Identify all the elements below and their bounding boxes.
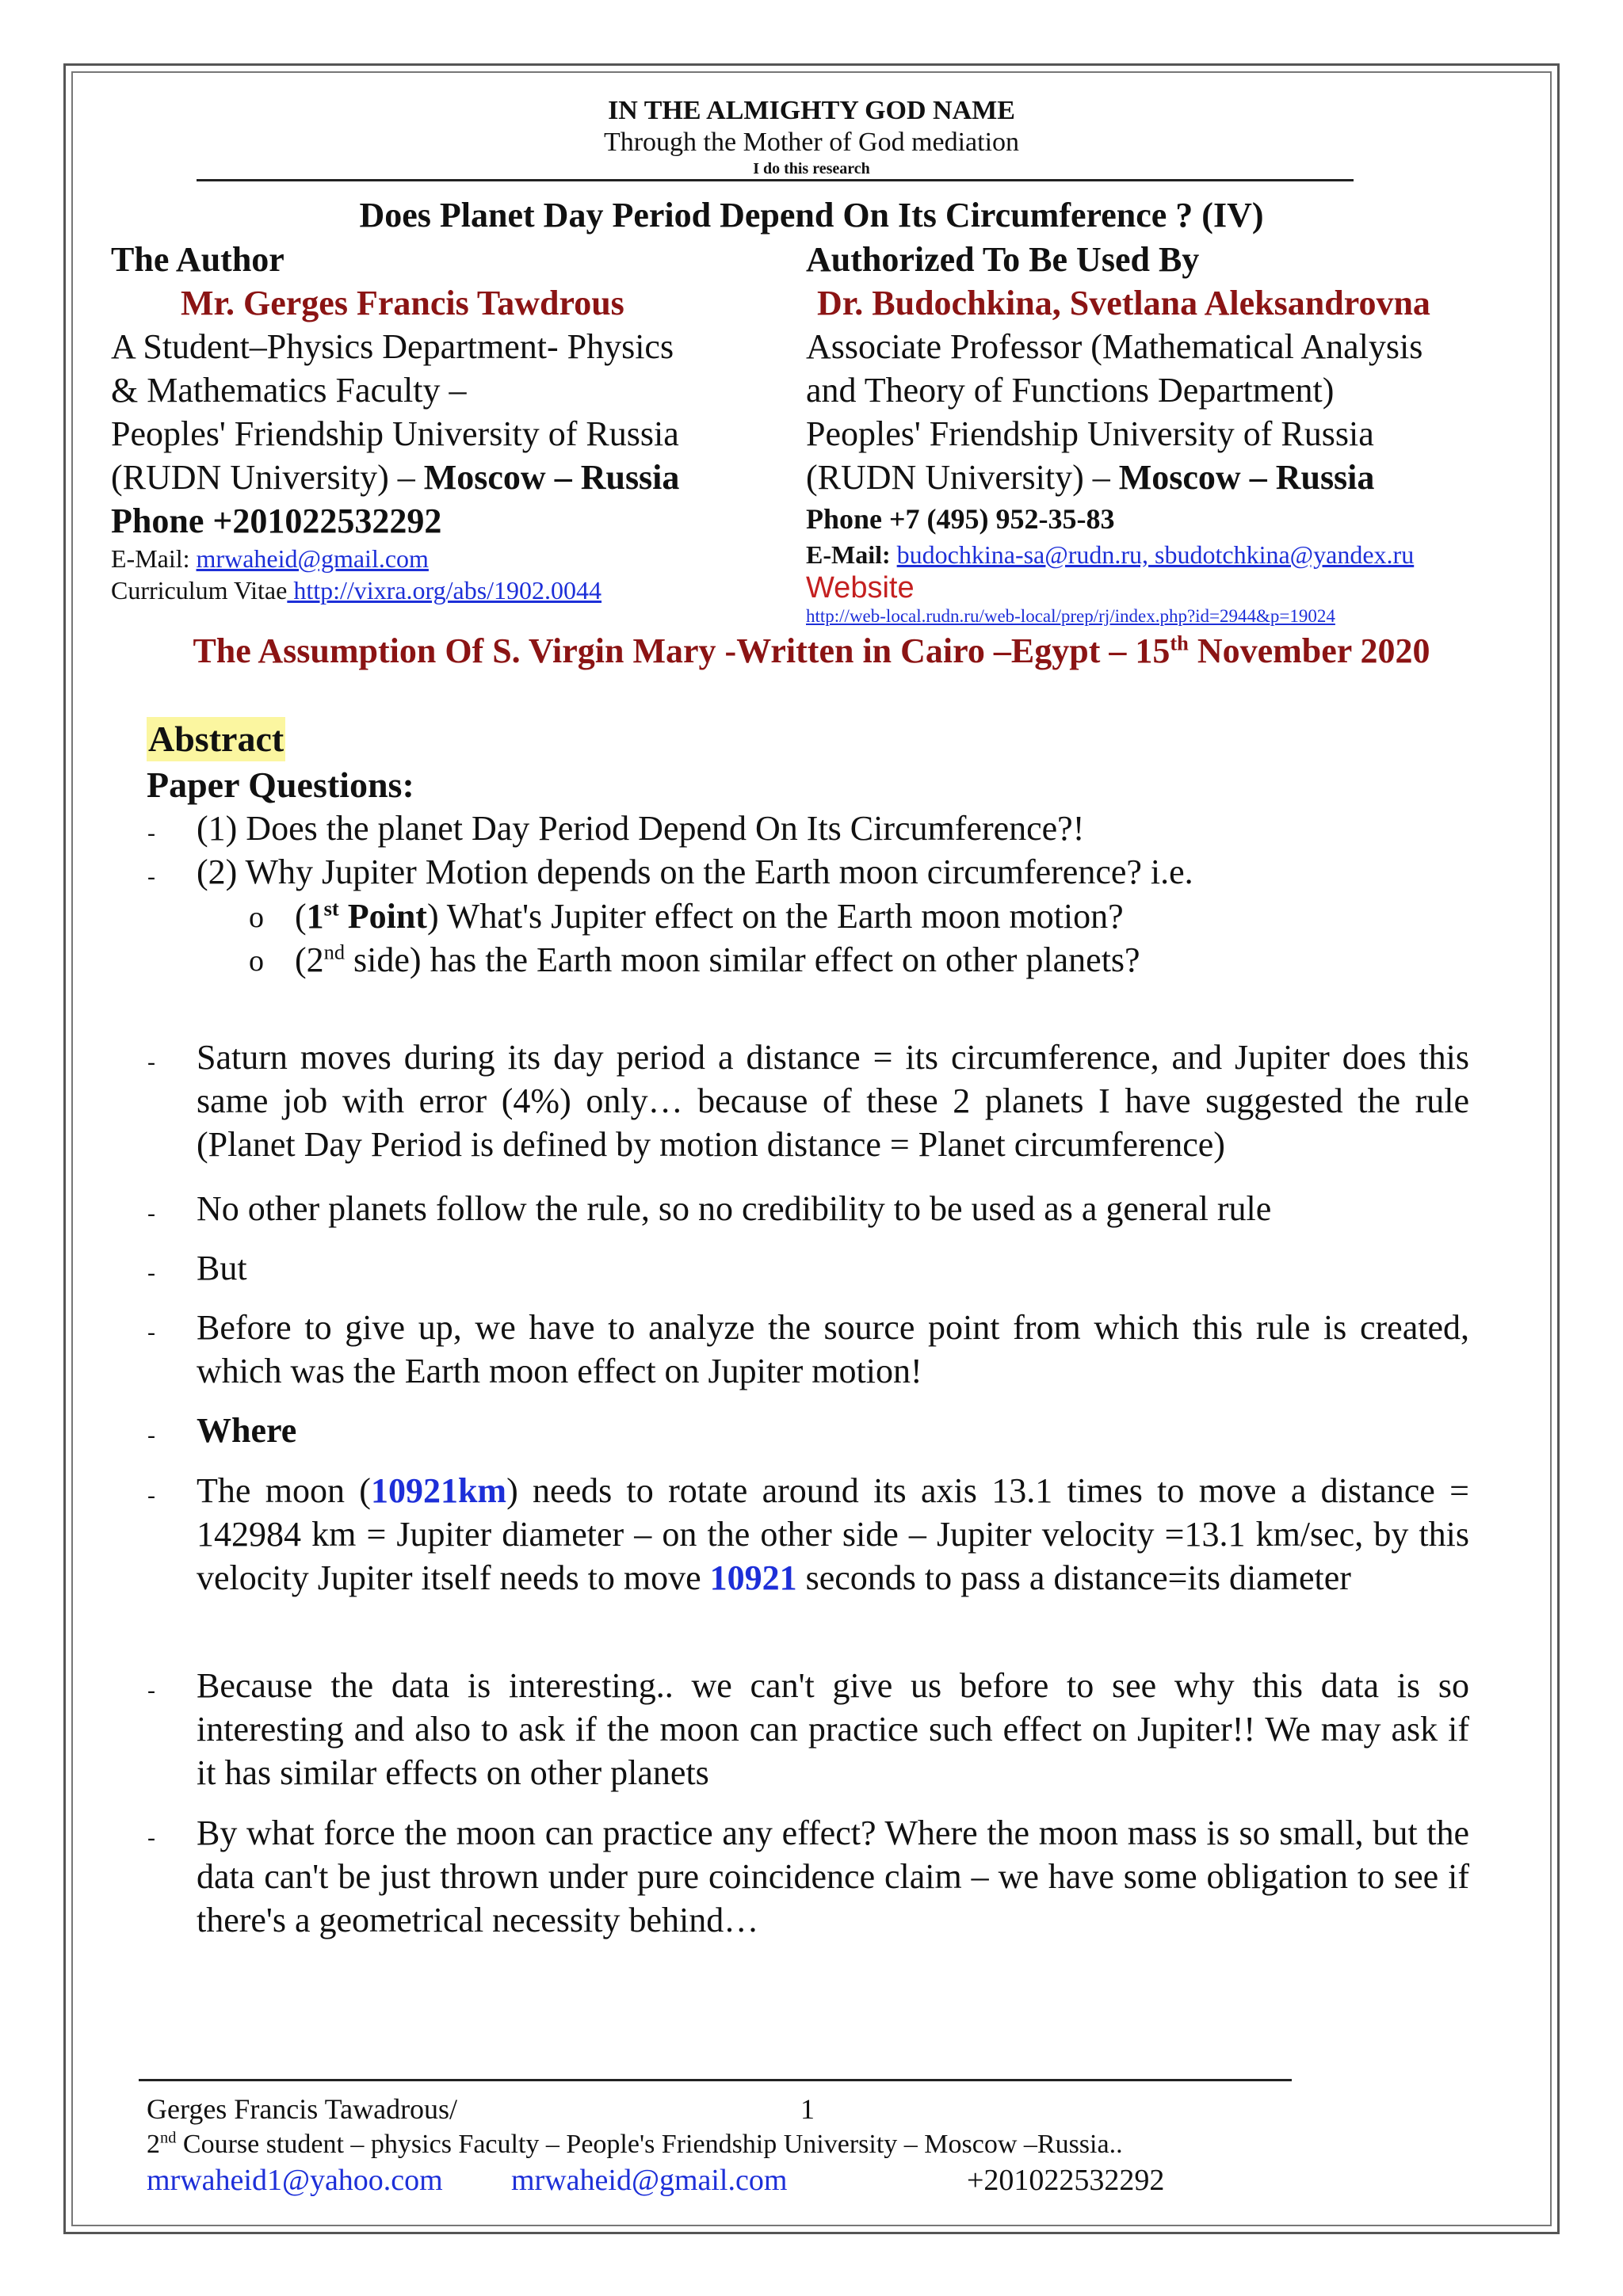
paragraph-7-text: Because the data is interesting.. we can't give us before to see why this data is so interesting and also to ask if the moon can practice such effect on Jupiter!! We may ask if it has similar effects on other planets — [197, 1666, 1469, 1792]
questions-heading: Paper Questions: — [147, 765, 414, 805]
bullet-dash: - — [147, 864, 155, 890]
p6-highlight-2: 10921 — [709, 1558, 797, 1597]
bullet-dash: - — [147, 1422, 155, 1448]
paragraph-6 — [147, 1469, 1469, 1600]
bullet-dash: - — [147, 1319, 155, 1345]
p6-text-b: ) needs to rotate around its axis 13.1 times to move a distance = 142984 km = Jupiter diameter – on the other side – Jupiter velocity =13.1 km/sec, by this velocity Jupiter itself needs to move — [197, 1471, 1469, 1597]
header-line-2: Through the Mother of God mediation — [603, 128, 1020, 157]
bullet-dash: - — [147, 1049, 155, 1075]
bullet-dash: - — [147, 820, 155, 846]
footer-author: Gerges Francis Tawadrous/ — [147, 2093, 458, 2125]
author-affiliation-2: & Mathematics Faculty – — [111, 371, 467, 410]
paragraph-3-text: But — [197, 1249, 247, 1287]
paragraph-5-text: Where — [197, 1411, 297, 1450]
author-email-link[interactable]: mrwaheid@gmail.com — [196, 544, 429, 573]
question-2 — [147, 850, 1472, 894]
question-2-text: (2) Why Jupiter Motion depends on the Earth moon circumference? i.e. — [197, 852, 1193, 891]
author-cv-link[interactable]: http://vixra.org/abs/1902.0044 — [287, 576, 602, 605]
dateline — [0, 630, 1623, 673]
authorized-website-label: Website — [806, 571, 915, 605]
circle-bullet-icon: o — [249, 944, 264, 978]
paper-title: Does Planet Day Period Depend On Its Circumference ? (IV) — [359, 196, 1264, 235]
sub2-rest: side) has the Earth moon similar effect on other planets? — [345, 940, 1140, 979]
paragraph-2 — [147, 1187, 1469, 1230]
authorized-university: (RUDN University) – — [806, 458, 1119, 497]
authorized-email-label: E-Mail: — [806, 540, 897, 569]
paragraph-4-text: Before to give up, we have to analyze the source point from which this rule is created, which was the Earth moon effect on Jupiter motion! — [197, 1308, 1469, 1390]
author-heading: The Author — [111, 240, 285, 279]
authorized-affiliation-3: Peoples' Friendship University of Russia — [806, 414, 1374, 453]
question-1 — [147, 807, 1472, 850]
footer-course-num: 2 — [147, 2130, 160, 2159]
paragraph-1 — [147, 1035, 1469, 1166]
paragraph-8-text: By what force the moon can practice any effect? Where the moon mass is so small, but the data can't be just thrown under pure coincidence claim – we have some obligation to see if there's a geometrical necessity behind… — [197, 1814, 1469, 1939]
authorized-affiliation-2: and Theory of Functions Department) — [806, 371, 1335, 410]
authorized-heading: Authorized To Be Used By — [806, 240, 1200, 279]
circle-bullet-icon: o — [249, 901, 264, 934]
author-affiliation-1: A Student–Physics Department- Physics — [111, 327, 674, 366]
paragraph-5 — [147, 1409, 1469, 1452]
p6-highlight-1: 10921km — [370, 1471, 507, 1510]
sub-question-2 — [249, 938, 1140, 982]
authorized-email-link[interactable]: budochkina-sa@rudn.ru, sbudotchkina@yandex.ru — [896, 540, 1415, 569]
paragraph-2-text: No other planets follow the rule, so no credibility to be used as a general rule — [197, 1189, 1272, 1228]
header-line-3: I do this research — [753, 160, 870, 177]
footer-course-sup: nd — [160, 2129, 177, 2147]
footer-course-text: Course student – physics Faculty – People's Friendship University – Moscow –Russia.. — [176, 2130, 1123, 2159]
authorized-email-line — [806, 539, 1507, 570]
sub1-num: 1 — [306, 897, 324, 936]
authorized-block — [806, 238, 1507, 627]
author-affiliation-4 — [111, 456, 792, 499]
authorized-website-link[interactable]: http://web-local.rudn.ru/web-local/prep/rj/index.php?id=2944&p=19024 — [806, 606, 1335, 626]
header-rule — [197, 179, 1354, 181]
footer-rule — [139, 2079, 1292, 2081]
sub1-paren: ( — [295, 897, 307, 936]
author-block — [111, 238, 792, 606]
sub-question-1 — [249, 894, 1124, 938]
authorized-affiliation-4 — [806, 456, 1507, 499]
author-cv-line — [111, 574, 792, 606]
dateline-text: The Assumption Of S. Virgin Mary -Written in Cairo –Egypt – 15 — [193, 631, 1170, 670]
paragraph-8 — [147, 1811, 1469, 1942]
author-email-label: E-Mail: — [111, 544, 197, 573]
sub2-sup: nd — [323, 940, 346, 964]
author-email-line — [111, 543, 792, 574]
footer-email-2[interactable]: mrwaheid@gmail.com — [511, 2164, 788, 2197]
dateline-sup: th — [1170, 631, 1189, 655]
abstract-heading: Abstract — [147, 717, 285, 761]
sub1-bold: Point — [338, 897, 427, 936]
paragraph-7 — [147, 1664, 1469, 1794]
author-university: (RUDN University) – — [111, 458, 424, 497]
sub1-rest: ) What's Jupiter effect on the Earth moon motion? — [426, 897, 1124, 936]
bullet-dash: - — [147, 1677, 155, 1703]
bullet-dash: - — [147, 1825, 155, 1851]
p6-text-a: The moon ( — [197, 1471, 371, 1510]
author-city: Moscow – Russia — [423, 458, 680, 497]
footer-course — [147, 2127, 1123, 2162]
paragraph-4 — [147, 1306, 1469, 1393]
footer-page-number: 1 — [800, 2093, 815, 2125]
author-cv-label: Curriculum Vitae — [111, 576, 288, 605]
bullet-dash: - — [147, 1260, 155, 1286]
author-affiliation-3: Peoples' Friendship University of Russia — [111, 414, 679, 453]
footer-phone: +201022532292 — [967, 2164, 1165, 2197]
authorized-city: Moscow – Russia — [1118, 458, 1375, 497]
footer-email-1[interactable]: mrwaheid1@yahoo.com — [147, 2164, 443, 2197]
bullet-dash: - — [147, 1200, 155, 1226]
sub1-sup: st — [323, 896, 339, 921]
p6-text-c: seconds to pass a distance=its diameter — [796, 1558, 1351, 1597]
paragraph-1-text: Saturn moves during its day period a distance = its circumference, and Jupiter does this same job with error (4%) only… because of these 2 planets I have suggested the rule (Planet Day Period is defined by motion distance = Planet circumference) — [197, 1038, 1469, 1164]
authorized-affiliation-1: Associate Professor (Mathematical Analysis — [806, 327, 1423, 366]
header-line-1: IN THE ALMIGHTY GOD NAME — [608, 96, 1015, 125]
question-1-text: (1) Does the planet Day Period Depend On Its Circumference?! — [197, 809, 1085, 848]
authorized-phone: Phone +7 (495) 952-35-83 — [806, 503, 1115, 535]
sub2-paren: (2 — [295, 940, 324, 979]
author-name: Mr. Gerges Francis Tawdrous — [181, 284, 624, 322]
paragraph-3 — [147, 1246, 1469, 1290]
author-phone: Phone +201022532292 — [111, 502, 442, 540]
dateline-month: November 2020 — [1188, 631, 1430, 670]
authorized-name: Dr. Budochkina, Svetlana Aleksandrovna — [817, 284, 1430, 322]
bullet-dash: - — [147, 1482, 155, 1508]
